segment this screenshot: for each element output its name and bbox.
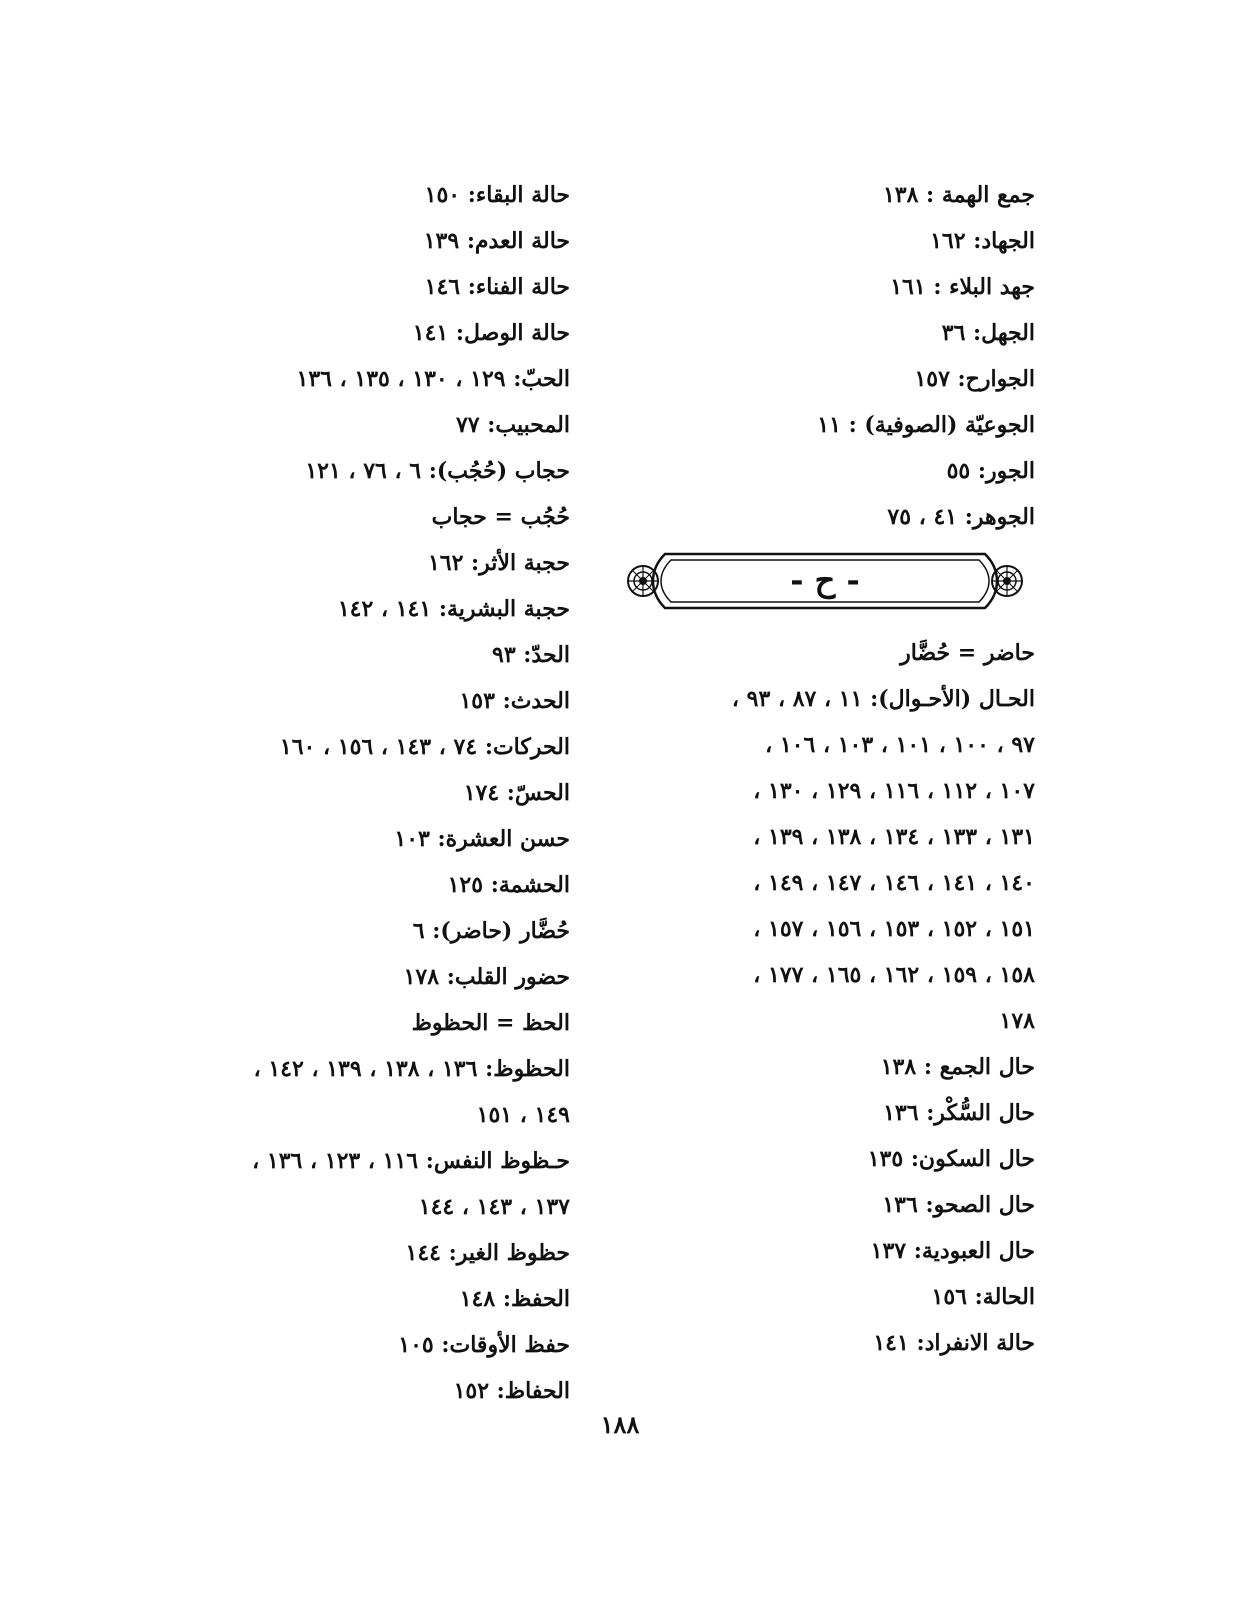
index-entry: الحدث: ١٥٣ [459, 688, 570, 714]
index-entry: حضور القلب: ١٧٨ [403, 964, 570, 990]
index-entry: الحدّ: ٩٣ [492, 642, 570, 668]
index-entry: الحظوظ: ١٣٦ ، ١٣٨ ، ١٣٩ ، ١٤٢ ، [253, 1056, 570, 1082]
index-entry: الحسّ: ١٧٤ [463, 780, 570, 806]
entries-bottom [605, 630, 1035, 1366]
index-entry-continuation: ١٤٩ ، ١٥١ [476, 1102, 570, 1128]
entries-top [605, 172, 1035, 540]
index-entry-continuation: ١٣٧ ، ١٤٣ ، ١٤٤ [418, 1194, 570, 1220]
index-entry: حالة البقاء: ١٥٠ [424, 182, 570, 208]
index-entry: الجهاد: ١٦٢ [930, 228, 1035, 254]
index-entry: الحركات: ٧٤ ، ١٤٣ ، ١٥٦ ، ١٦٠ [279, 734, 570, 760]
index-entry: حالة العدم: ١٣٩ [423, 228, 570, 254]
index-entry: حال الجمع : ١٣٨ [880, 1054, 1035, 1080]
index-entry: جمع الهمة : ١٣٨ [882, 182, 1035, 208]
index-entry: حال العبودية: ١٣٧ [870, 1238, 1035, 1264]
section-letter: - ح - [790, 561, 860, 599]
section-letter-banner [625, 546, 1025, 616]
index-entry: حظوظ الغير: ١٤٤ [405, 1240, 570, 1266]
page-number: ١٨٨ [600, 1410, 640, 1439]
index-entry: حجبة الأثر: ١٦٢ [427, 550, 570, 576]
index-entry: الجور: ٥٥ [946, 458, 1035, 484]
index-entry: الحفاظ: ١٥٢ [453, 1378, 570, 1404]
index-column-left [130, 172, 570, 1414]
index-entry: حالة الانفراد: ١٤١ [873, 1330, 1035, 1356]
index-entry: حال السُّكْر: ١٣٦ [883, 1100, 1035, 1126]
index-entry: الجهل: ٣٦ [941, 320, 1035, 346]
index-entry: حال الصحو: ١٣٦ [882, 1192, 1035, 1218]
index-entry-continuation: ١٥٨ ، ١٥٩ ، ١٦٢ ، ١٦٥ ، ١٧٧ ، [753, 962, 1035, 988]
index-column-right [605, 172, 1035, 1366]
index-entry: الجوهر: ٤١ ، ٧٥ [887, 504, 1035, 530]
index-entry: حُضَّار (حاضر): ٦ [412, 918, 570, 944]
index-entry: حجبة البشرية: ١٤١ ، ١٤٢ [337, 596, 570, 622]
index-entry: حُجُب = حجاب [431, 504, 570, 530]
index-entry: حاضر = حُضَّار [900, 640, 1035, 666]
index-entry-continuation: ١٤٠ ، ١٤١ ، ١٤٦ ، ١٤٧ ، ١٤٩ ، [753, 870, 1035, 896]
index-entry: حالة الوصل: ١٤١ [412, 320, 570, 346]
index-entry: الحبّ: ١٢٩ ، ١٣٠ ، ١٣٥ ، ١٣٦ [296, 366, 570, 392]
index-entry: حجاب (حُجُب): ٦ ، ٧٦ ، ١٢١ [305, 458, 570, 484]
index-entry-continuation: ١٧٨ [999, 1008, 1035, 1034]
index-entry: الجوعيّة (الصوفية) : ١١ [817, 412, 1035, 438]
index-entry-continuation: ١٥١ ، ١٥٢ ، ١٥٣ ، ١٥٦ ، ١٥٧ ، [753, 916, 1035, 942]
index-entry-continuation: ١٣١ ، ١٣٣ ، ١٣٤ ، ١٣٨ ، ١٣٩ ، [753, 824, 1035, 850]
index-entry: جهد البلاء : ١٦١ [890, 274, 1035, 300]
index-entry: حفظ الأوقات: ١٠٥ [398, 1332, 570, 1358]
index-entry: حال السكون: ١٣٥ [867, 1146, 1035, 1172]
index-entry: حالة الفناء: ١٤٦ [424, 274, 570, 300]
index-entry: حـظوظ النفس: ١١٦ ، ١٢٣ ، ١٣٦ ، [252, 1148, 570, 1174]
index-entry: الحالة: ١٥٦ [931, 1284, 1035, 1310]
index-entry-continuation: ٩٧ ، ١٠٠ ، ١٠١ ، ١٠٣ ، ١٠٦ ، [765, 732, 1035, 758]
index-entry: الحفظ: ١٤٨ [459, 1286, 570, 1312]
index-entry: حسن العشرة: ١٠٣ [394, 826, 570, 852]
index-entry: الحـال (الأحـوال): ١١ ، ٨٧ ، ٩٣ ، [731, 686, 1035, 712]
index-entry-continuation: ١٠٧ ، ١١٢ ، ١١٦ ، ١٢٩ ، ١٣٠ ، [753, 778, 1035, 804]
index-entry: الجوارح: ١٥٧ [914, 366, 1035, 392]
index-entry: الحظ = الحظوظ [411, 1010, 570, 1036]
index-entry: المحبيب: ٧٧ [455, 412, 570, 438]
index-entry: الحشمة: ١٢٥ [447, 872, 570, 898]
